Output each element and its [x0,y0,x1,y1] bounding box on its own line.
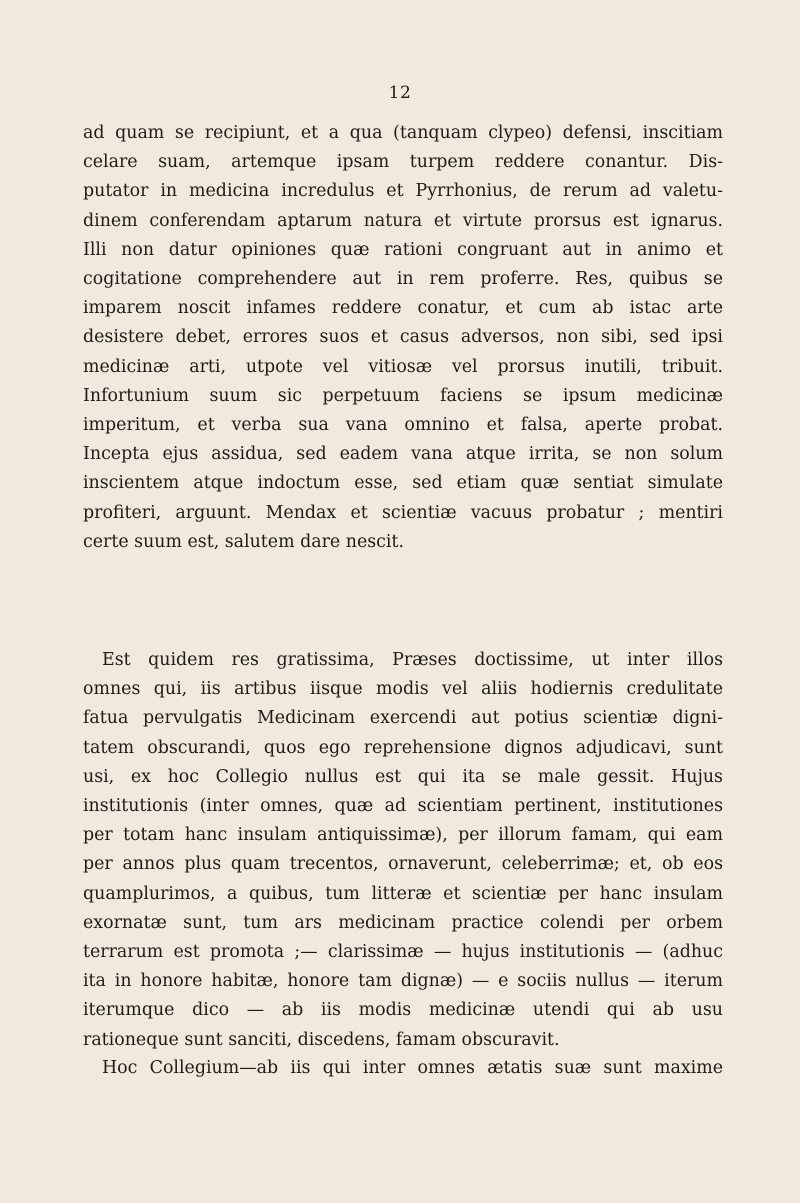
text-line: terrarum est promota ;— clarissimæ — hujus institutionis — (adhuc [83,942,723,963]
text-line: quamplurimos, a quibus, tum litteræ et scientiæ per hanc insulam [83,883,723,904]
text-line: Illi non datur opiniones quæ rationi congruant aut in animo et [83,239,723,260]
text-line: putator in medicina incredulus et Pyrrhonius, de rerum ad valetu- [83,181,723,202]
text-line: omnes qui, iis artibus iisque modis vel aliis hodiernis credulitate [83,679,723,700]
paragraph-1 [83,119,723,557]
text-line: inscientem atque indoctum esse, sed etiam quæ sentiat simulate [83,473,723,494]
text-line: profiteri, arguunt. Mendax et scientiæ vacuus probatur ; mentiri [83,502,723,523]
paragraph-3 [83,1054,723,1083]
text-line: cogitatione comprehendere aut in rem proferre. Res, quibus se [83,269,723,290]
text-line: iterumque dico — ab iis modis medicinæ utendi qui ab usu [83,1000,723,1021]
text-line: Hoc Collegium—ab iis qui inter omnes ætatis suæ sunt maxime [102,1058,723,1078]
page-number: 12 [388,83,412,103]
text-line: Incepta ejus assidua, sed eadem vana atque irrita, se non solum [83,444,723,465]
text-line: Infortunium suum sic perpetuum faciens se ipsum medicinæ [83,385,723,406]
text-line: fatua pervulgatis Medicinam exercendi aut potius scientiæ digni- [83,708,723,729]
text-line: imparem noscit infames reddere conatur, et cum ab istac arte [83,298,723,319]
text-line: desistere debet, errores suos et casus adversos, non sibi, sed ipsi [83,327,723,348]
text-line: per annos plus quam trecentos, ornaverunt, celeberrimæ; et, ob eos [83,854,723,875]
text-line: dinem conferendam aptarum natura et virtute prorsus est ignarus. [83,210,723,231]
text-line: institutionis (inter omnes, quæ ad scientiam pertinent, institutiones [83,796,723,817]
text-line: ad quam se recipiunt, et a qua (tanquam clypeo) defensi, inscitiam [83,123,723,143]
text-line: exornatæ sunt, tum ars medicinam practice colendi per orbem [83,912,723,933]
text-line: rationeque sunt sanciti, discedens, famam obscuravit. [83,1029,560,1050]
text-line: ita in honore habitæ, honore tam dignæ) — e sociis nullus — iterum [83,971,723,992]
text-line: certe suum est, salutem dare nescit. [83,531,404,552]
text-line: Est quidem res gratissima, Præses doctissime, ut inter illos [102,650,723,670]
text-line: medicinæ arti, utpote vel vitiosæ vel prorsus inutili, tribuit. [83,356,723,377]
text-line: imperitum, et verba sua vana omnino et falsa, aperte probat. [83,415,723,436]
text-line: tatem obscurandi, quos ego reprehensione dignos adjudicavi, sunt [83,737,723,758]
text-line: celare suam, artemque ipsam turpem reddere conantur. Dis- [83,152,723,173]
text-line: usi, ex hoc Collegio nullus est qui ita se male gessit. Hujus [83,766,723,787]
text-line: per totam hanc insulam antiquissimæ), per illorum famam, qui eam [83,825,723,846]
paragraph-2 [83,646,723,1055]
